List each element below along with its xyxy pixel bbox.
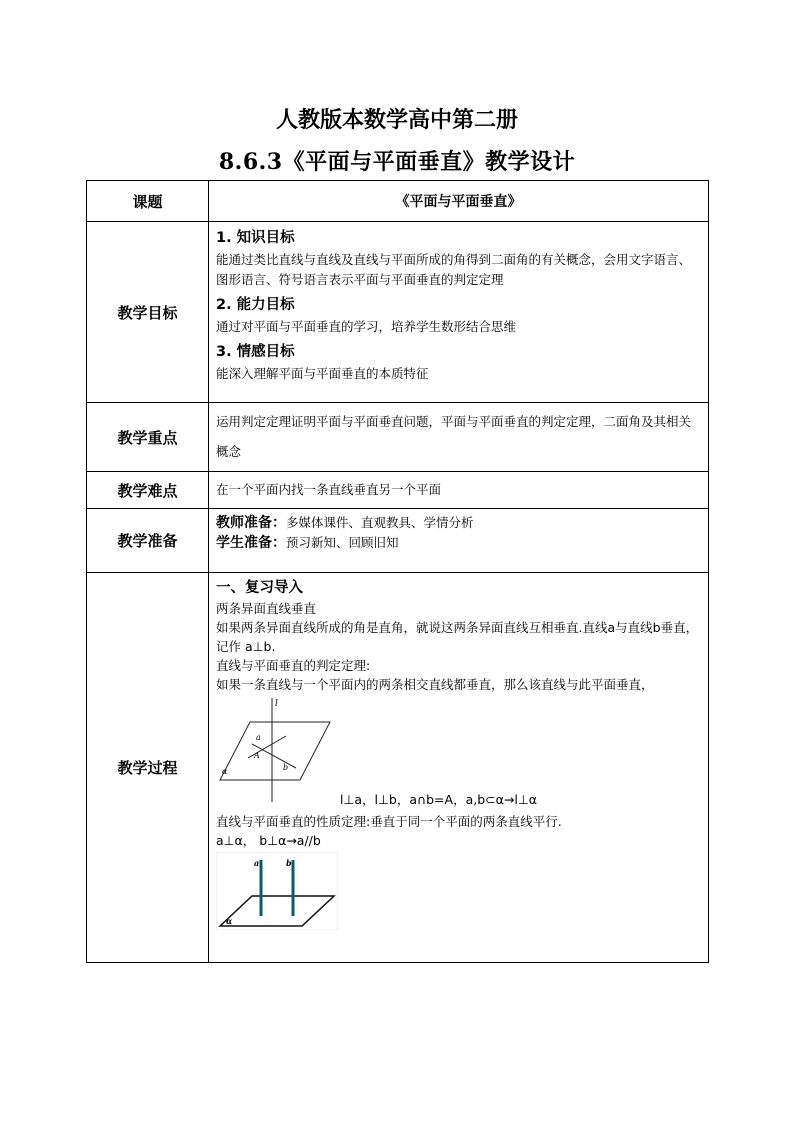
process-p2: 如果两条异面直线所成的角是直角，就说这两条异面直线互相垂直.直线a与直线b垂直，记作 a⊥b. [216,620,699,654]
objectives-row [87,222,709,403]
line-plane-diagram [216,694,334,806]
difficulties-label: 教学难点 [87,472,209,509]
process-label: 教学过程 [87,573,209,963]
objective-text-emotion: 能深入理解平面与平面垂直的本质特征 [216,366,429,381]
topic-label: 课题 [87,181,209,222]
topic-row [87,181,709,222]
preparation-label: 教学准备 [87,509,209,573]
student-preparation: 学生准备：预习新知、回顾旧知 [216,535,399,551]
objective-text-knowledge: 能通过类比直线与直线及直线与平面所成的角得到二面角的有关概念，会用文字语言、图形语言、符号语言表示平面与平面垂直的判定定理 [216,252,692,287]
key-points-label: 教学重点 [87,403,209,472]
objective-heading-knowledge: 1. 知识目标 [216,230,295,246]
key-points-row [87,403,709,472]
objectives-content [209,222,709,403]
objective-heading-emotion: 3. 情感目标 [216,344,295,360]
label-alpha: α [226,916,233,926]
difficulties-row [87,472,709,509]
perpendicular-theorem-formula: l⊥a，l⊥b，a∩b=A，a,b⊂α→l⊥α [340,792,537,807]
label-alpha: α [222,767,228,776]
teacher-preparation: 教师准备：多媒体课件、直观教具、学情分析 [216,515,474,531]
objective-heading-ability: 2. 能力目标 [216,297,295,313]
topic-value: 《平面与平面垂直》 [209,181,709,222]
process-content [209,573,709,963]
process-p1: 两条异面直线垂直 [216,601,317,616]
parallel-lines-diagram [216,852,338,930]
document-subtitle: 8.6.3《平面与平面垂直》教学设计 [218,149,576,175]
document-title: 人教版本数学高中第二册 [275,107,518,133]
process-section-title: 一、复习导入 [216,580,303,596]
process-p4: 如果一条直线与一个平面内的两条相交直线都垂直，那么该直线与此平面垂直， [216,677,654,692]
objectives-label: 教学目标 [87,222,209,403]
lesson-plan-table [86,180,709,963]
objective-text-ability: 通过对平面与平面垂直的学习，培养学生数形结合思维 [216,319,517,334]
label-l: l [275,699,278,709]
preparation-row [87,509,709,573]
label-a: a [254,858,260,868]
process-row [87,573,709,963]
difficulties-text: 在一个平面内找一条直线垂直另一个平面 [209,472,709,509]
label-A: A [254,751,260,760]
preparation-content [209,509,709,573]
key-points-text: 运用判定定理证明平面与平面垂直问题，平面与平面垂直的判定定理，二面角及其相关概念 [209,403,709,472]
parallel-lines-figure [216,852,702,932]
process-p5: 直线与平面垂直的性质定理:垂直于同一个平面的两条直线平行. [216,814,562,829]
label-b: b [286,858,292,868]
process-p3: 直线与平面垂直的判定定理: [216,658,371,673]
line-plane-figure [216,694,702,812]
label-b: b [283,763,289,772]
label-a: a [256,733,261,742]
property-theorem-formula: a⊥α， b⊥α→a//b [216,833,321,848]
